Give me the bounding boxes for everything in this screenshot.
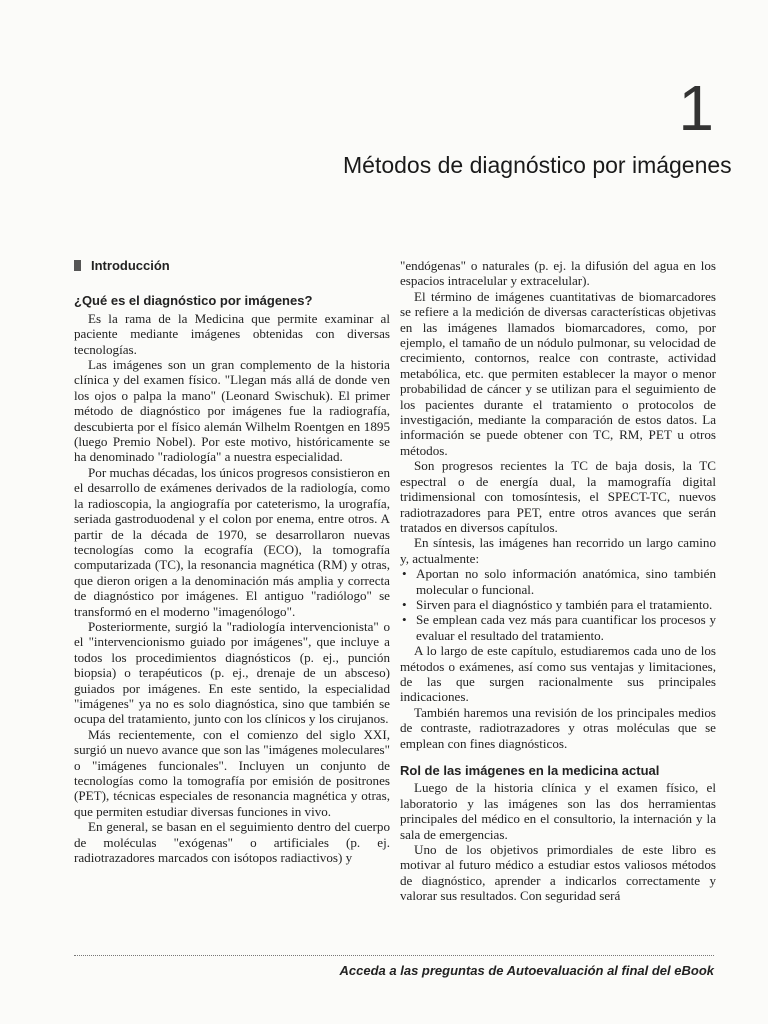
paragraph: Luego de la historia clínica y el examen físico, el laboratorio y las imágenes son las dos herramientas principales del médico en el consultorio, la internación y la sala de emergencias.	[400, 780, 716, 842]
paragraph: En síntesis, las imágenes han recorrido un largo camino y, actualmente:	[400, 535, 716, 566]
subsection-title: ¿Qué es el diagnóstico por imágenes?	[74, 293, 313, 309]
paragraph: El término de imágenes cuantitativas de biomarcadores se refiere a la medición de diversas características objetivas en las imágenes llamados biomarcadores, como, por ejemplo, el tamaño de un nódulo pulmonar, su velocidad de crecimiento, contornos, realce con contraste, actividad metabólica, etc. que permiten establecer la mayor o menor probabilidad de cáncer y se utilizan para el seguimiento de los pacientes durante el tratamiento o protocolos de investigación, mediante la comparación de estos datos. La información se puede obtener con TC, RM, PET u otros métodos.	[400, 288, 716, 458]
subsection-title: Rol de las imágenes en la medicina actual	[400, 763, 660, 778]
bullet-list	[400, 566, 716, 643]
section-heading	[74, 258, 390, 273]
bullet-icon: •	[402, 612, 407, 628]
list-item	[400, 612, 716, 643]
chapter-number: 1	[678, 72, 714, 144]
list-item	[400, 566, 716, 597]
list-item-text: Sirven para el diagnóstico y también para el tratamiento.	[416, 596, 713, 612]
footer-divider	[74, 955, 714, 956]
list-item	[400, 597, 716, 612]
footer-note: Acceda a las preguntas de Autoevaluación al final del eBook	[339, 963, 714, 978]
paragraph: En general, se basan en el seguimiento dentro del cuerpo de moléculas "exógenas" o artificiales (p. ej. radiotrazadores marcados con isótopos radiactivos) y	[74, 819, 390, 866]
paragraph: También haremos una revisión de los principales medios de contraste, radiotrazadores y otras moléculas que se emplean con fines diagnósticos.	[400, 704, 716, 751]
bullet-icon: •	[402, 596, 407, 612]
paragraph: Es la rama de la Medicina que permite examinar al paciente mediante imágenes obtenidas con diversas tecnologías.	[74, 310, 390, 357]
paragraph: Por muchas décadas, los únicos progresos consistieron en el desarrollo de exámenes derivados de la radiología, como la radioscopia, la angiografía por cateterismo, la urografía, seriada gastroduodenal y el colon por enema, entre otros. A partir de la década de 1970, se desarrollaron nuevas tecnologías como la ecografía (ECO), la tomografía computarizada (TC), la resonancia magnética (RM) y otras, que dieron origen a la denominación más amplia y correcta de diagnóstico por imágenes. El antiguo "radiólogo" se transformó en el moderno "imagenólogo".	[74, 464, 390, 619]
list-item-text: Aportan no solo información anatómica, sino también molecular o funcional.	[416, 566, 716, 597]
list-item-text: Se emplean cada vez más para cuantificar los procesos y evaluar el resultado del tratamiento.	[416, 612, 716, 643]
section-title: Introducción	[91, 258, 170, 273]
bullet-icon: •	[402, 566, 407, 582]
paragraph: Más recientemente, con el comienzo del siglo XXI, surgió un nuevo avance que son las "imágenes moleculares" o "imágenes funcionales". Incluyen un conjunto de tecnologías como la tomografía por emisión de positrones (PET), técnicas especiales de resonancia magnética y otras, que permiten estudiar diversas funciones in vivo.	[74, 726, 390, 819]
paragraph: Las imágenes son un gran complemento de la historia clínica y del examen físico. "Llegan más allá de donde ven los ojos o palpa la mano" (Leonard Swischuk). El primer método de diagnóstico por imágenes fue la radiografía, descubierta por el físico alemán Wilhelm Roentgen en 1895 (luego Premio Nobel). Por este motivo, históricamente se ha denominado "radiología" a nuestra especialidad.	[74, 357, 390, 465]
section-marker-icon	[74, 260, 81, 271]
chapter-title: Métodos de diagnóstico por imágenes	[343, 152, 732, 178]
left-column	[74, 258, 390, 865]
paragraph: "endógenas" o naturales (p. ej. la difusión del agua en los espacios intracelular y extracelular).	[400, 258, 716, 289]
paragraph: A lo largo de este capítulo, estudiaremos cada uno de los métodos o exámenes, así como sus ventajas y limitaciones, de las que surgen racionalmente sus principales indicaciones.	[400, 643, 716, 705]
paragraph: Posteriormente, surgió la "radiología intervencionista" o el "intervencionismo guiado por imágenes", que incluye a todos los procedimientos diagnósticos (p. ej., punción biopsia) o terapéuticos (p. ej., drenaje de un absceso) guiados por imágenes. En este sentido, la especialidad "imágenes" ya no es solo diagnóstica, sino que también se ocupa del tratamiento, junto con los clínicos y los cirujanos.	[74, 618, 390, 727]
paragraph: Son progresos recientes la TC de baja dosis, la TC espectral o de energía dual, la mamografía digital tridimensional con tomosíntesis, el SPECT-TC, nuevos radiotrazadores para PET, entre otros avances que serán tratados en diversos capítulos.	[400, 458, 716, 535]
right-column	[400, 258, 716, 904]
paragraph: Uno de los objetivos primordiales de este libro es motivar al futuro médico a estudiar estos valiosos métodos de diagnóstico, aprender a indicarlos correctamente y valorar sus resultados. Con seguridad será	[400, 842, 716, 904]
